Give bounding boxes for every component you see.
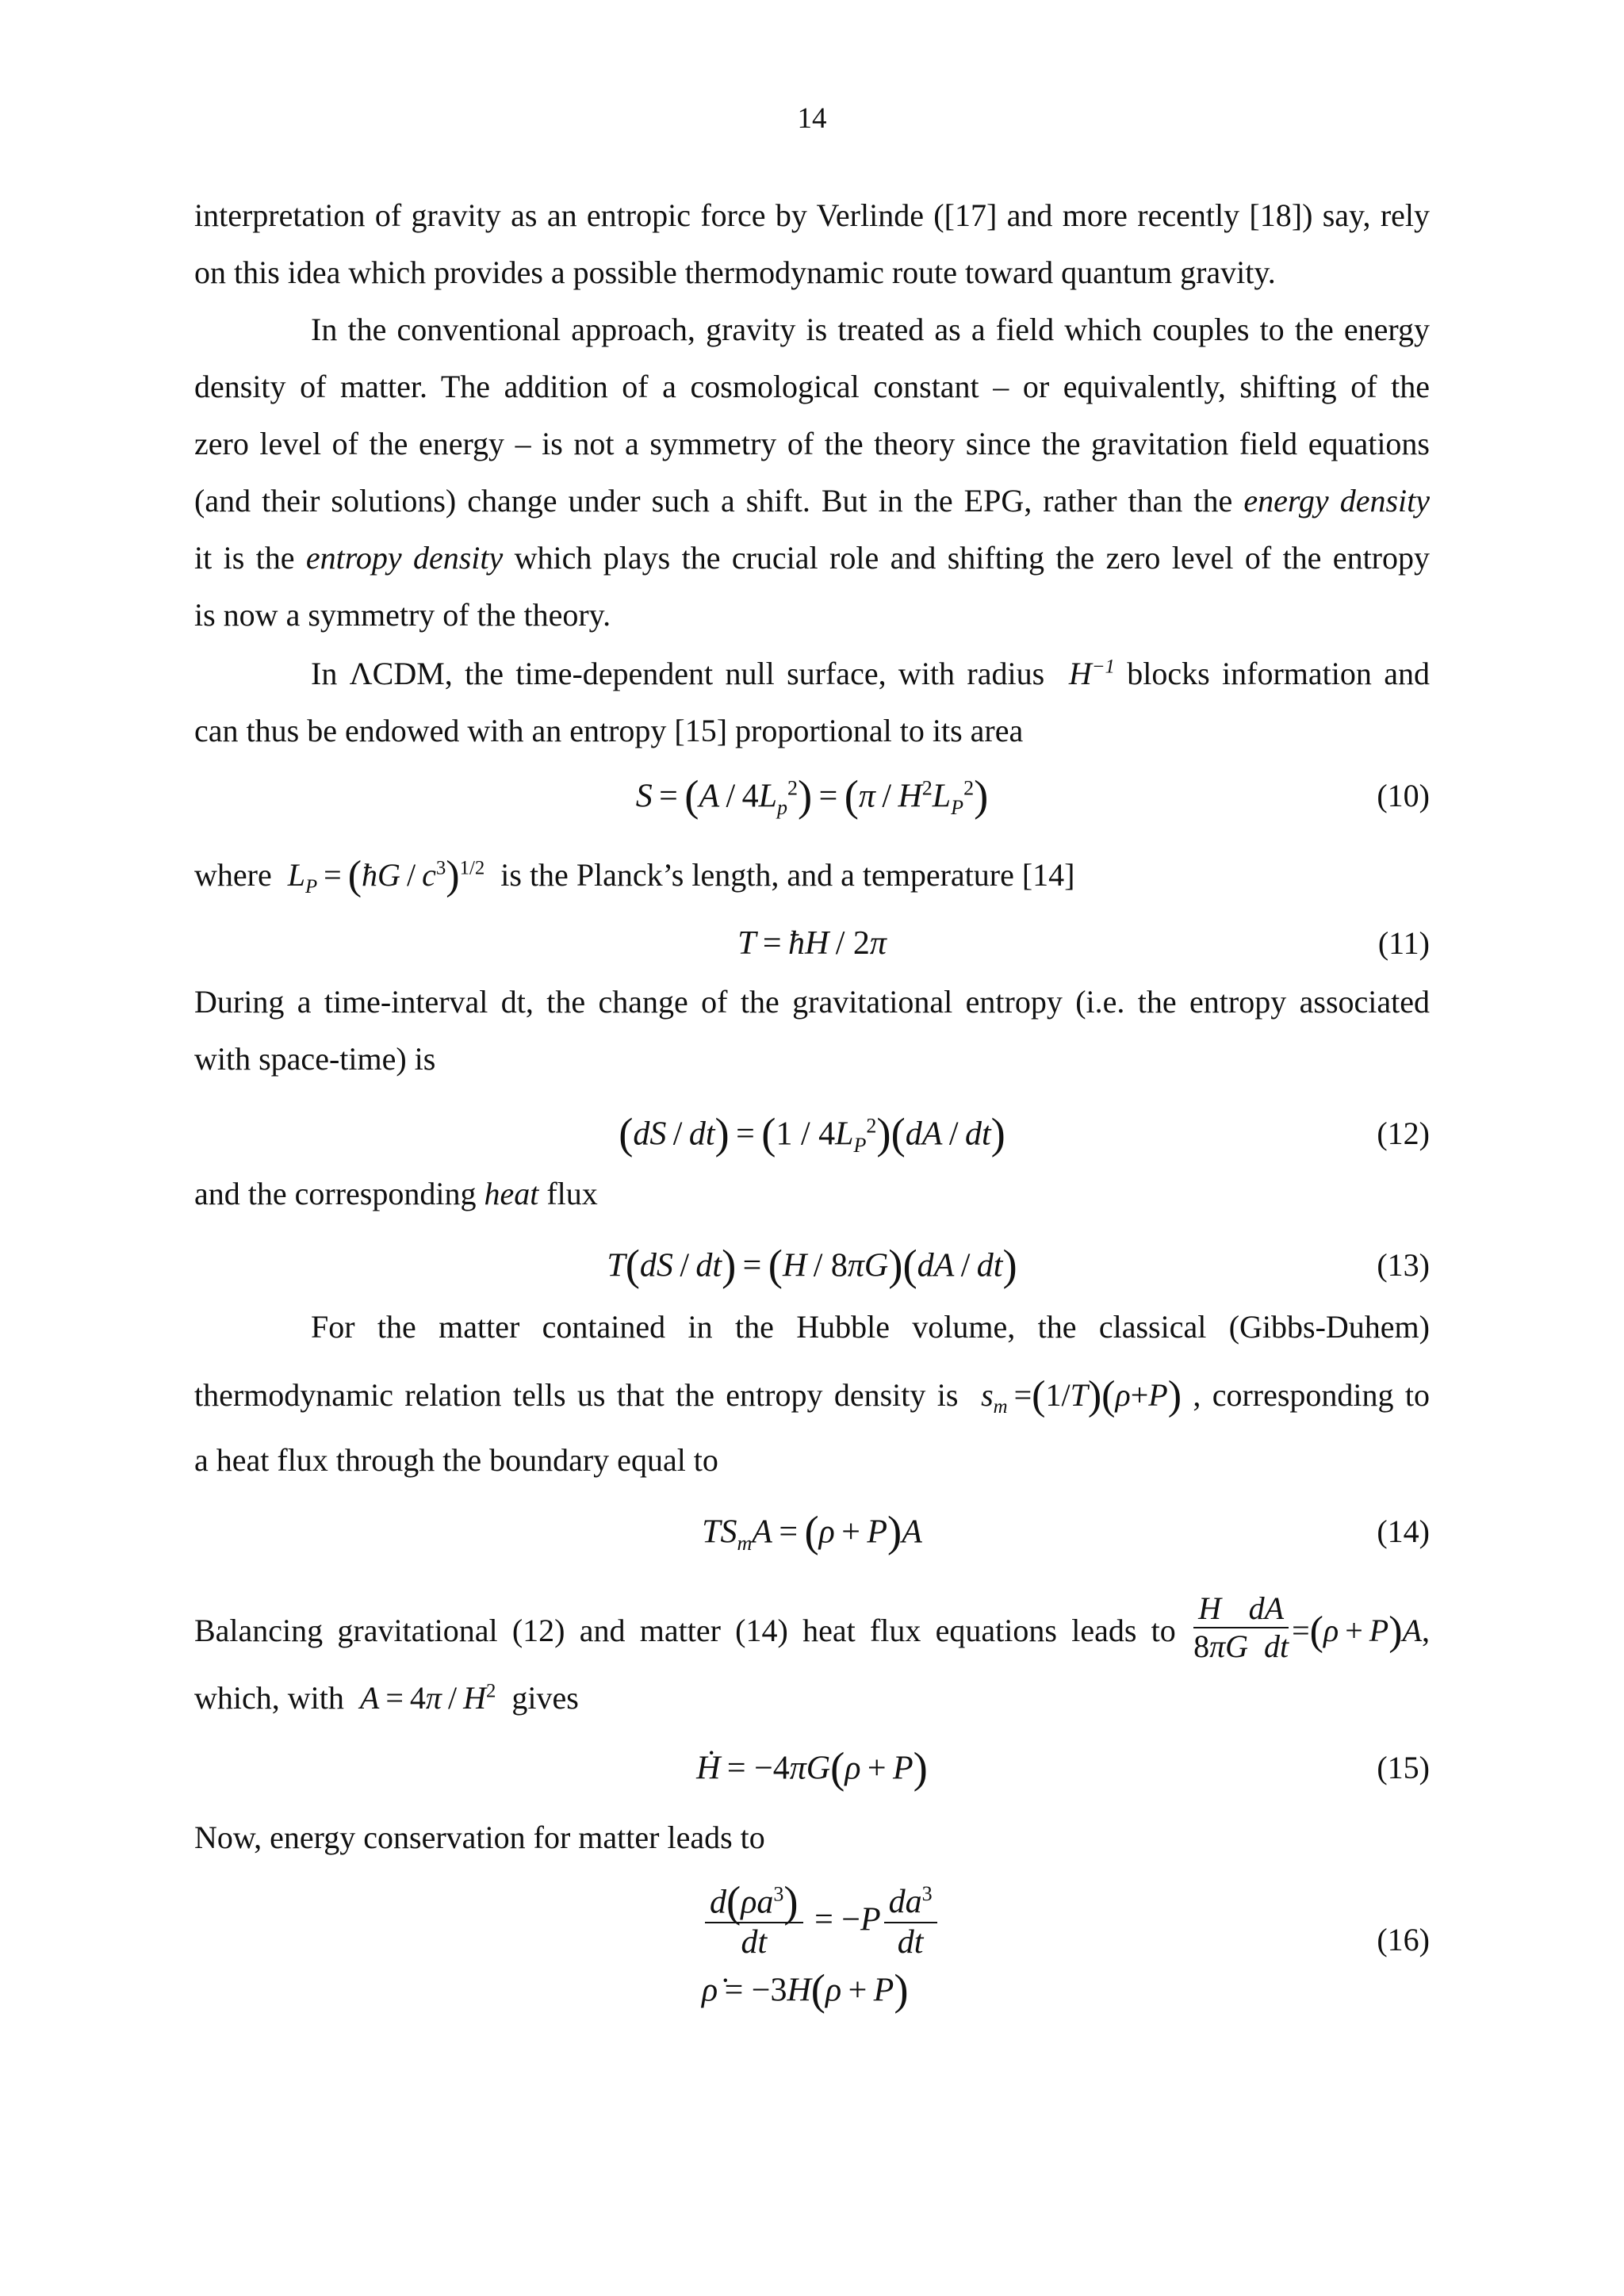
text-segment: it is the xyxy=(194,540,295,576)
text-line xyxy=(194,1590,1430,1664)
text-line: with space-time) is xyxy=(194,1041,436,1077)
equation-body: T = ħH / 2π xyxy=(737,925,887,962)
text-line xyxy=(194,853,1430,899)
equation-body: Ḣ = −4πG(ρ + P) xyxy=(696,1743,928,1792)
text-line: interpretation of gravity as an entropic force by Verlinde ([17] and more recently [18]) say, rely xyxy=(194,197,1430,233)
inline-math-hubble-radius: $H^{-1}$ xyxy=(1056,656,1115,691)
equation-body xyxy=(702,1877,940,2015)
text-line xyxy=(194,539,1430,577)
text-line: is now a symmetry of the theory. xyxy=(194,597,611,633)
text-segment: blocks information and xyxy=(1127,656,1431,691)
text-segment: is the Planck’s length, and a temperature [14] xyxy=(500,857,1075,893)
text-segment: In ΛCDM, the time-dependent null surface, with radius xyxy=(311,656,1045,691)
text-segment: thermodynamic relation tells us that the entropy density is xyxy=(194,1377,959,1413)
text-segment: which, with xyxy=(194,1680,344,1716)
equation-16 xyxy=(0,1877,1624,2026)
text-segment: gives xyxy=(511,1680,579,1716)
text-line: Now, energy conservation for matter leads to xyxy=(194,1820,765,1855)
equation-body: $S = (A / 4L_p^2) = (\pi / H^2L_P^2)$ xyxy=(635,771,989,820)
text-line: zero level of the energy – is not a symmetry of the theory since the gravitation field equations xyxy=(194,426,1430,461)
text-segment: which plays the crucial role and shifting the zero level of the entropy xyxy=(514,540,1430,576)
equation-10 xyxy=(0,772,1624,820)
equation-number: (11) xyxy=(1377,925,1430,961)
equation-13 xyxy=(0,1242,1624,1289)
inline-math-planck-length: $L_P$ = (ħG / $c^3)^{1/2}$ xyxy=(279,853,485,899)
text-line: In the conventional approach, gravity is treated as a field which couples to the energy xyxy=(311,312,1430,347)
equation-number: (13) xyxy=(1377,1247,1430,1283)
italic-term: entropy density xyxy=(305,540,504,576)
equation-number: (15) xyxy=(1377,1750,1430,1785)
text-line: on this idea which provides a possible thermodynamic route toward quantum gravity. xyxy=(194,254,1276,290)
text-line: a heat flux through the boundary equal to xyxy=(194,1442,718,1478)
page-number: 14 xyxy=(797,102,827,135)
text-line xyxy=(194,1373,1430,1419)
italic-term: energy density xyxy=(1243,483,1431,519)
text-segment: and the corresponding xyxy=(194,1176,477,1211)
text-line: For the matter contained in the Hubble volume, the classical (Gibbs-Duhem) xyxy=(311,1309,1430,1345)
text-segment: Balancing gravitational (12) and matter (14) heat flux equations leads to xyxy=(194,1613,1176,1649)
italic-term: heat xyxy=(484,1176,539,1211)
equation-body: $(dS / dt) = (1 / 4L_P^2)(dA / dt)$ xyxy=(619,1109,1005,1158)
text-line xyxy=(194,1175,1430,1213)
equation-12 xyxy=(0,1110,1624,1158)
equation-body: $TS_mA = (\rho + P)A$ xyxy=(702,1507,922,1556)
text-line xyxy=(194,482,1430,520)
inline-math-entropy-density: $s_m =(1/T)(\rho+P)$ xyxy=(969,1373,1182,1419)
text-segment: , corresponding to xyxy=(1193,1377,1430,1413)
equation-row: $\frac{d(\rho a^3)}{dt}$ = −P $\frac{da^3}{dt}$ xyxy=(702,1883,940,1961)
inline-math-balance: $\frac{\text{H dA}}{\text{8πG dt}}$ =(ρ + P)A, xyxy=(1193,1590,1430,1664)
text-line: During a time-interval dt, the change of the gravitational entropy (i.e. the entropy associated xyxy=(194,984,1430,1020)
text-segment: flux xyxy=(546,1176,598,1211)
text-line: density of matter. The addition of a cosmological constant – or equivalently, shifting of the xyxy=(194,369,1430,404)
text-line xyxy=(194,1679,1430,1717)
equation-row: ρ̇ = −3H(ρ + P) xyxy=(702,1965,909,2015)
text-segment: where xyxy=(194,857,272,893)
equation-number: (14) xyxy=(1377,1513,1430,1549)
text-line xyxy=(311,655,1430,693)
equation-11 xyxy=(0,920,1624,967)
text-line: can thus be endowed with an entropy [15] proportional to its area xyxy=(194,713,1024,748)
equation-15 xyxy=(0,1744,1624,1792)
equation-body: T(dS / dt) = (H / 8πG)(dA / dt) xyxy=(607,1241,1017,1289)
equation-number: (10) xyxy=(1377,778,1430,813)
equation-14 xyxy=(0,1508,1624,1556)
equation-number: (12) xyxy=(1377,1115,1430,1151)
equation-number: (16) xyxy=(1377,1922,1430,1957)
text-segment: (and their solutions) change under such a shift. But in the EPG, rather than the xyxy=(194,483,1233,519)
inline-math-area: $A = 4\pi / H^2$ xyxy=(351,1680,496,1716)
